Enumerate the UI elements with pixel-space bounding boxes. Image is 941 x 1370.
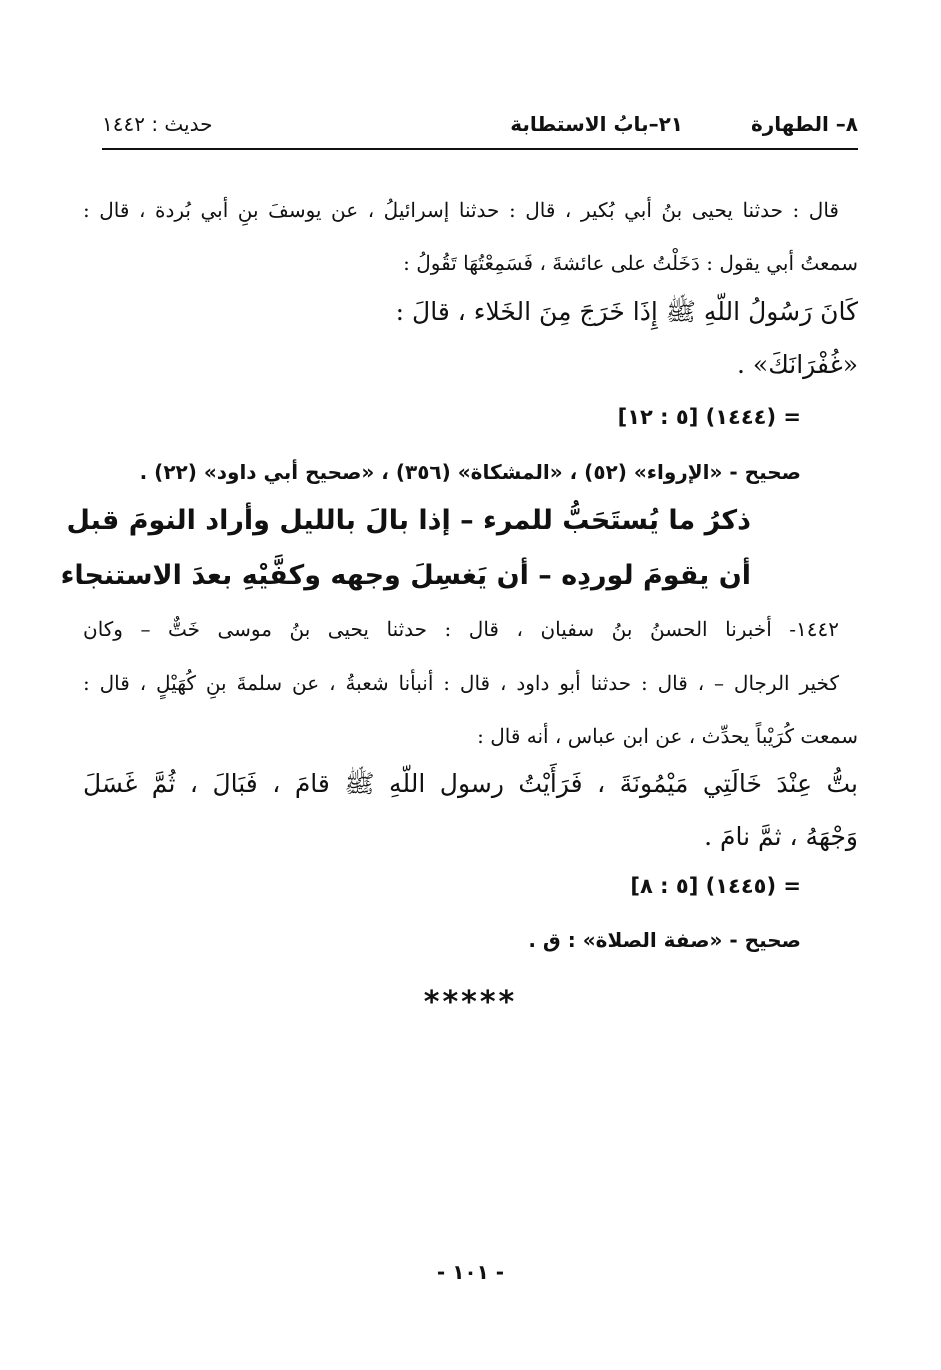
hadith-text-line: «غُفْرَانَكَ» . <box>737 350 858 379</box>
chapter-title: ٨– الطهارة <box>750 112 858 136</box>
cross-reference: = (١٤٤٤) [٥ : ١٢] <box>617 405 801 429</box>
section-divider-stars: ***** <box>423 985 518 1020</box>
section-title: ٢١–بابُ الاستطابة <box>510 112 683 136</box>
header-rule <box>102 148 858 150</box>
hadith-text-line: بتُّ عِنْدَ خَالَتِي مَيْمُونَةَ ، فَرَأَيْتُ رسول اللّهِ ﷺ قامَ ، فَبَالَ ، ثُمَّ غَسَلَ <box>83 769 858 798</box>
hadith-text-line: وَجْهَهُ ، ثمَّ نامَ . <box>704 822 858 851</box>
chain-of-narration-line: كخير الرجال – ، قال : حدثنا أبو داود ، قال : أنبأنا شعبةُ ، عن سلمةَ بنِ كُهَيْلٍ ، قال : <box>83 671 839 695</box>
grading-note: صحيح - «صفة الصلاة» : ق . <box>528 928 801 952</box>
hadith-number-line: ١٤٤٢- أخبرنا الحسنُ بنُ سفيان ، قال : حدثنا يحيى بنُ موسى خَتٌّ – وكان <box>83 617 839 641</box>
chain-of-narration-line: قال : حدثنا يحيى بنُ أبي بُكير ، قال : حدثنا إسرائيلُ ، عن يوسفَ بنِ أبي بُردة ، قال : <box>83 198 839 222</box>
chapter-heading-line: ذكرُ ما يُستَحَبُّ للمرء – إذا بالَ بالليل وأراد النومَ قبل <box>66 505 751 536</box>
hadith-text-line: كَانَ رَسُولُ اللّهِ ﷺ إِذَا خَرَجَ مِنَ الخَلاء ، قالَ : <box>395 297 858 326</box>
running-header <box>102 112 858 142</box>
grading-note: صحيح - «الإرواء» (٥٢) ، «المشكاة» (٣٥٦) ، «صحيح أبي داود» (٢٢) . <box>139 460 801 484</box>
cross-reference: = (١٤٤٥) [٥ : ٨] <box>630 874 801 898</box>
chain-of-narration-line: سمعتُ أبي يقول : دَخَلْتُ على عائشةَ ، فَسَمِعْتُهَا تَقُولُ : <box>403 251 858 275</box>
chapter-heading-line: أن يقومَ لوردِه – أن يَغسِلَ وجهه وكفَّيْهِ بعدَ الاستنجاء <box>60 560 751 591</box>
chain-of-narration-line: سمعت كُرَيْباً يحدِّث ، عن ابن عباس ، أنه قال : <box>477 724 858 748</box>
page-number: - ١٠١ - <box>436 1260 505 1284</box>
hadith-reference: حديث : ١٤٤٢ <box>102 112 213 136</box>
